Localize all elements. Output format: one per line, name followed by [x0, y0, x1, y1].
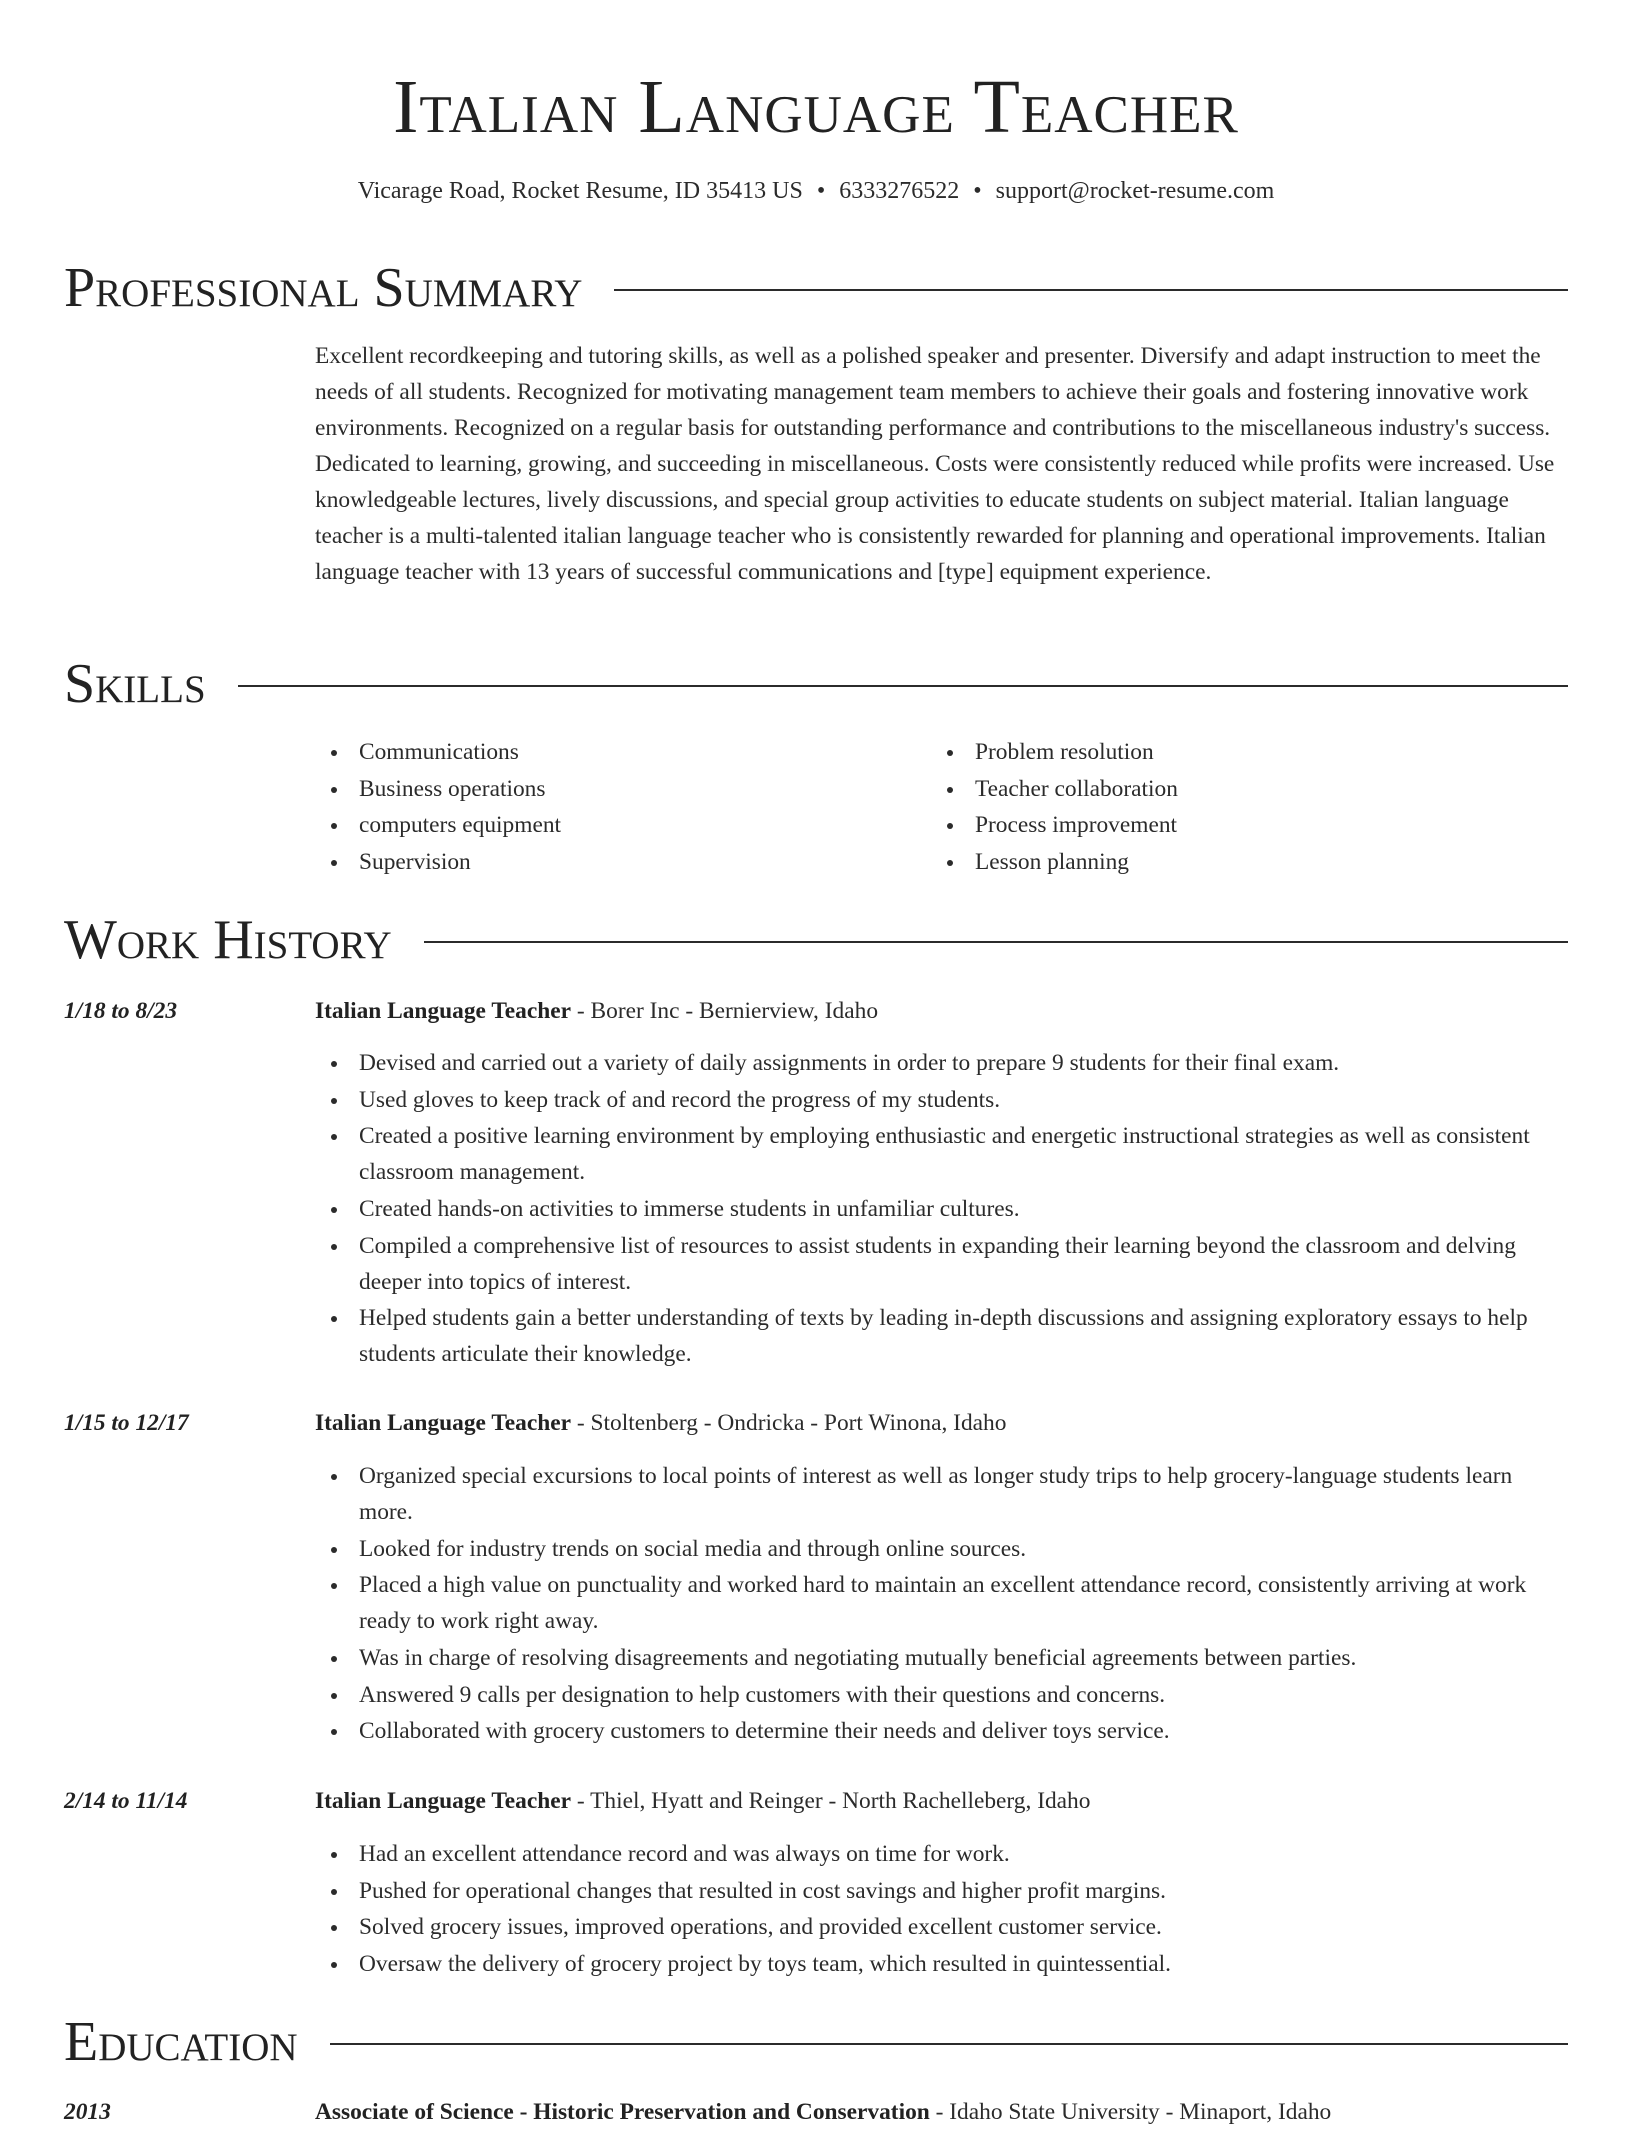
- section-title-education: Education: [64, 2011, 298, 2073]
- job-heading: [315, 1783, 1568, 1819]
- skills-section-header: [64, 652, 1568, 716]
- job-bullet: Created a positive learning environment by employing enthusiastic and energetic instructional strategies as well as consistent classroom management.: [315, 1118, 1568, 1190]
- education-section-header: [64, 2010, 1568, 2074]
- job-date: 1/18 to 8/23: [64, 998, 178, 1024]
- job-bullet: Used gloves to keep track of and record the progress of my students.: [315, 1082, 1568, 1118]
- section-divider: [614, 289, 1568, 291]
- work-section-header: [64, 908, 1568, 972]
- skill-item: Process improvement: [931, 807, 1178, 844]
- job-date: 2/14 to 11/14: [64, 1788, 188, 1814]
- job-title: Italian Language Teacher: [315, 1410, 572, 1436]
- job-employer: - Borer Inc - Bernierview, Idaho: [571, 998, 879, 1024]
- summary-section-header: [64, 256, 1568, 320]
- job-bullet-list: [315, 1458, 1568, 1750]
- skill-item: Supervision: [315, 844, 561, 881]
- section-divider: [238, 685, 1568, 687]
- job-bullet-list: [315, 1045, 1568, 1373]
- job-title: Italian Language Teacher: [315, 1788, 572, 1814]
- separator: •: [816, 178, 826, 204]
- job-heading: [315, 993, 1568, 1029]
- job-date: 1/15 to 12/17: [64, 1410, 189, 1436]
- job-bullet: Created hands-on activities to immerse students in unfamiliar cultures.: [315, 1191, 1568, 1227]
- job-bullet: Organized special excursions to local points of interest as well as longer study trips to help grocery-language students learn more.: [315, 1458, 1568, 1530]
- email[interactable]: support@rocket-resume.com: [995, 178, 1275, 204]
- job-bullet-list: [315, 1836, 1568, 1983]
- job-bullet: Helped students gain a better understanding of texts by leading in-depth discussions and assigning exploratory essays to help students articulate their knowledge.: [315, 1300, 1568, 1372]
- separator: •: [973, 178, 982, 204]
- job-bullet: Oversaw the delivery of grocery project by toys team, which resulted in quintessential.: [315, 1946, 1568, 1982]
- section-title-skills: Skills: [64, 653, 206, 715]
- address: Vicarage Road, Rocket Resume, ID 35413 US: [357, 178, 803, 204]
- job-bullet: Was in charge of resolving disagreements and negotiating mutually beneficial agreements between parties.: [315, 1640, 1568, 1676]
- skill-item: Lesson planning: [931, 844, 1178, 881]
- skill-item: computers equipment: [315, 807, 561, 844]
- job-bullet: Collaborated with grocery customers to determine their needs and deliver toys service.: [315, 1713, 1568, 1749]
- job-bullet: Pushed for operational changes that resulted in cost savings and higher profit margins.: [315, 1873, 1568, 1909]
- phone: 6333276522: [839, 178, 960, 204]
- job-employer: - Stoltenberg - Ondricka - Port Winona, Idaho: [571, 1410, 1007, 1436]
- skills-list-right: [931, 734, 1178, 881]
- job-employer: - Thiel, Hyatt and Reinger - North Rachelleberg, Idaho: [571, 1788, 1091, 1814]
- job-bullet: Solved grocery issues, improved operations, and provided excellent customer service.: [315, 1909, 1568, 1945]
- job-bullet: Compiled a comprehensive list of resources to assist students in expanding their learning beyond the classroom and delving deeper into topics of interest.: [315, 1228, 1568, 1300]
- section-divider: [330, 2043, 1568, 2045]
- section-divider: [424, 941, 1568, 943]
- skill-item: Business operations: [315, 771, 561, 808]
- skill-item: Communications: [315, 734, 561, 771]
- job-bullet: Devised and carried out a variety of daily assignments in order to prepare 9 students for their final exam.: [315, 1045, 1568, 1081]
- education-heading: [315, 2094, 1568, 2130]
- skill-item: Teacher collaboration: [931, 771, 1178, 808]
- education-degree: Associate of Science - Historic Preservation and Conservation: [315, 2099, 930, 2125]
- education-school: - Idaho State University - Minaport, Idaho: [929, 2099, 1332, 2125]
- job-heading: [315, 1405, 1568, 1441]
- job-bullet: Looked for industry trends on social media and through online sources.: [315, 1531, 1568, 1567]
- summary-text: Excellent recordkeeping and tutoring skills, as well as a polished speaker and presenter. Diversify and adapt instruction to meet the needs of all students. Recognized for motivating management team members to achieve their goals and fostering innovative work environments. Recognized on a regular basis for outstanding performance and contributions to the miscellaneous industry's success. Dedicated to learning, growing, and succeeding in miscellaneous. Costs were consistently reduced while profits were increased. Use knowledgeable lectures, lively discussions, and special group activities to educate students on subject material. Italian language teacher is a multi-talented italian language teacher who is consistently rewarded for planning and operational improvements. Italian language teacher with 13 years of successful communications and [type] equipment experience.: [315, 343, 1555, 585]
- job-bullet: Answered 9 calls per designation to help customers with their questions and concerns.: [315, 1677, 1568, 1713]
- contact-line: [64, 174, 1568, 208]
- candidate-name: Italian Language Teacher: [393, 65, 1239, 149]
- job-title: Italian Language Teacher: [315, 998, 572, 1024]
- job-bullet: Placed a high value on punctuality and worked hard to maintain an excellent attendance record, consistently arriving at work ready to work right away.: [315, 1567, 1568, 1639]
- skills-list-left: [315, 734, 561, 881]
- education-date: 2013: [64, 2099, 111, 2125]
- skill-item: Problem resolution: [931, 734, 1178, 771]
- section-title-summary: Professional Summary: [64, 257, 583, 319]
- job-bullet: Had an excellent attendance record and was always on time for work.: [315, 1836, 1568, 1872]
- section-title-work: Work History: [64, 909, 392, 971]
